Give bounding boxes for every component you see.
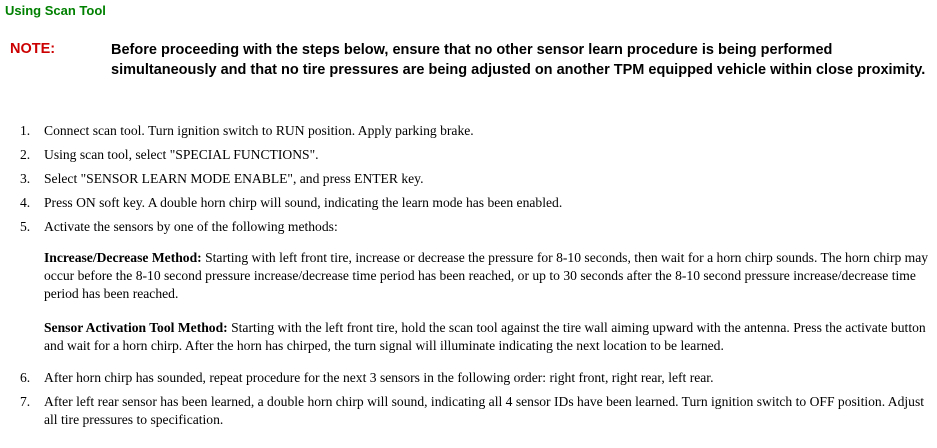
step-number: 3. bbox=[20, 171, 31, 186]
method-increase-decrease bbox=[44, 249, 929, 303]
step-6 bbox=[0, 369, 937, 387]
step-1 bbox=[0, 122, 937, 140]
step-number: 1. bbox=[20, 123, 31, 138]
step-4 bbox=[0, 194, 937, 212]
step-2 bbox=[0, 146, 937, 164]
step-number: 6. bbox=[20, 370, 31, 385]
step-text: Select "SENSOR LEARN MODE ENABLE", and press ENTER key. bbox=[44, 171, 424, 186]
step-text: Connect scan tool. Turn ignition switch to RUN position. Apply parking brake. bbox=[44, 123, 474, 138]
step-number: 5. bbox=[20, 219, 31, 234]
step-number: 7. bbox=[20, 394, 31, 409]
procedure-steps bbox=[0, 122, 937, 435]
method-title: Increase/Decrease Method: bbox=[44, 250, 202, 265]
step-text: Press ON soft key. A double horn chirp will sound, indicating the learn mode has been enabled. bbox=[44, 195, 563, 210]
section-heading: Using Scan Tool bbox=[5, 3, 106, 18]
method-title: Sensor Activation Tool Method: bbox=[44, 320, 228, 335]
step-text: After horn chirp has sounded, repeat procedure for the next 3 sensors in the following order: right front, right rear, left rear. bbox=[44, 370, 714, 385]
step-text: Activate the sensors by one of the following methods: bbox=[44, 219, 338, 234]
step-text: Using scan tool, select "SPECIAL FUNCTIONS". bbox=[44, 147, 319, 162]
method-body: Starting with the left front tire, hold the scan tool against the tire wall aiming upward with the antenna. Press the activate button and wait for a horn chirp. After the horn has chirped, the turn signal will illuminate indicating the next location to be learned. bbox=[44, 320, 926, 353]
method-body: Starting with left front tire, increase or decrease the pressure for 8-10 seconds, then wait for a horn chirp sounds. The horn chirp may occur before the 8-10 second pressure increase/decrease time period has been reached, or up to 30 seconds after the 8-10 second pressure increase/decrease time period has been reached. bbox=[44, 250, 929, 301]
method-sensor-activation-tool bbox=[44, 319, 929, 355]
step-7 bbox=[0, 393, 937, 429]
step-5 bbox=[0, 218, 937, 355]
step-number: 4. bbox=[20, 195, 31, 210]
note-label: NOTE: bbox=[10, 41, 56, 57]
step-text: After left rear sensor has been learned, a double horn chirp will sound, indicating all 4 sensor IDs have been learned. Turn ignition switch to OFF position. Adjust all tire pressures to specification. bbox=[44, 394, 925, 427]
note-text: Before proceeding with the steps below, ensure that no other sensor learn procedure is being performed simultaneously and that no tire pressures are being adjusted on another TPM equipped vehicle within close proximity. bbox=[111, 42, 926, 78]
step-number: 2. bbox=[20, 147, 31, 162]
step-3 bbox=[0, 170, 937, 188]
